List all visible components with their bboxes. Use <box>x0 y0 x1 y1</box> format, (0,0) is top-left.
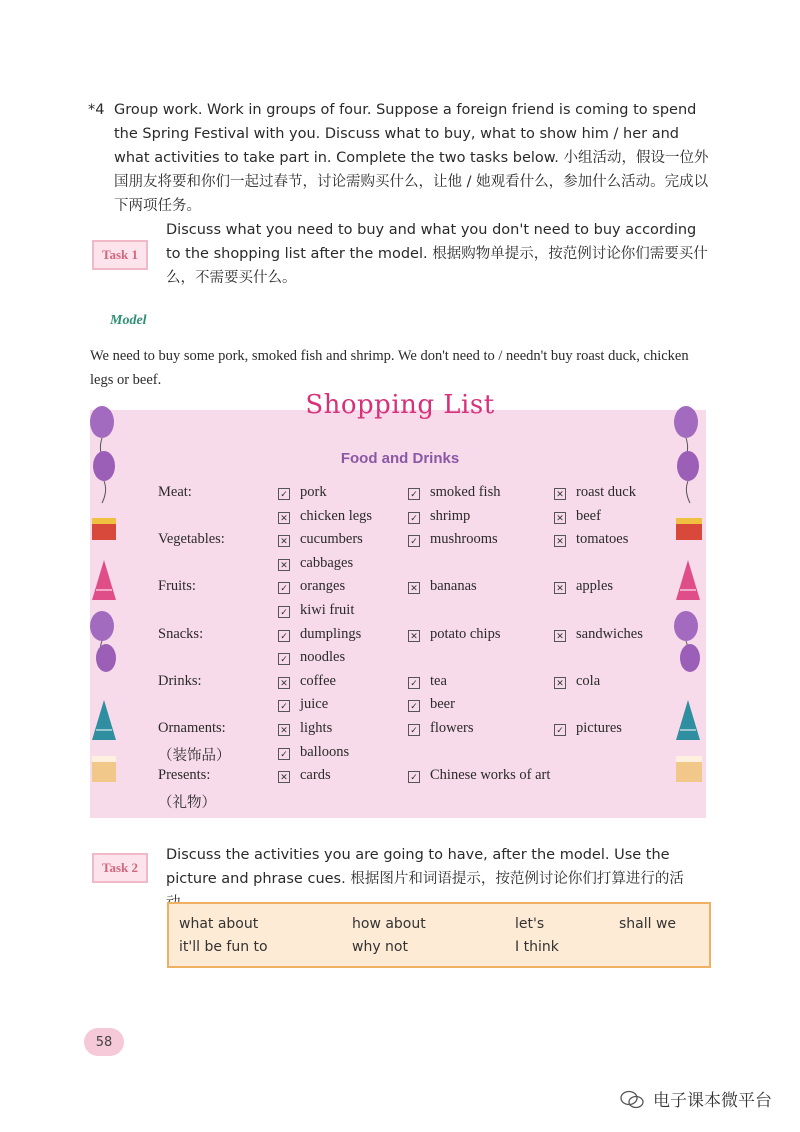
shopping-row <box>158 791 698 815</box>
cue-phrase: I think <box>515 939 559 955</box>
shopping-item-label: flowers <box>430 719 474 736</box>
cue-phrase: how about <box>352 916 426 932</box>
checkbox-checked-icon: ✓ <box>408 512 420 524</box>
checkbox-checked-icon: ✓ <box>278 653 290 665</box>
cue-phrase: what about <box>179 916 259 932</box>
shopping-row <box>158 555 698 579</box>
checkbox-crossed-icon: ✕ <box>554 582 566 594</box>
task1-text: Discuss what you need to buy and what you don't need to buy according to the shopping list after the model. 根据购物单提示，按范例讨论你们需要买什么，不需要买什么。 <box>166 222 708 286</box>
shopping-list-subtitle: Food and Drinks <box>340 450 460 467</box>
shopping-row <box>158 626 698 650</box>
checkbox-crossed-icon: ✕ <box>408 630 420 642</box>
page-number: 58 <box>84 1028 124 1056</box>
right-decorations-icon <box>668 400 704 790</box>
checkbox-crossed-icon: ✕ <box>554 535 566 547</box>
shopping-item <box>278 744 349 761</box>
checkbox-crossed-icon: ✕ <box>554 488 566 500</box>
shopping-item <box>408 626 500 643</box>
shopping-row <box>158 484 698 508</box>
shopping-row <box>158 649 698 673</box>
shopping-item-label: smoked fish <box>430 484 501 500</box>
exercise-number: *4 <box>88 102 105 118</box>
shopping-row <box>158 744 698 768</box>
category-label: （礼物） <box>158 794 216 811</box>
shopping-item-label: beef <box>576 507 601 524</box>
checkbox-checked-icon: ✓ <box>408 677 420 689</box>
checkbox-crossed-icon: ✕ <box>278 535 290 547</box>
shopping-item-label: cards <box>300 767 331 784</box>
model-sentence: We need to buy some pork, smoked fish and shrimp. We don't need to / needn't buy roast duck, chicken legs or beef. <box>90 348 689 388</box>
exercise-intro <box>88 98 712 218</box>
shopping-item-label: cucumbers <box>300 531 363 548</box>
shopping-item <box>554 626 643 643</box>
checkbox-crossed-icon: ✕ <box>554 677 566 689</box>
shopping-row <box>158 767 698 791</box>
shopping-item-label: apples <box>576 578 614 595</box>
shopping-item-label: dumplings <box>300 625 362 642</box>
shopping-row <box>158 720 698 744</box>
checkbox-crossed-icon: ✕ <box>554 630 566 642</box>
shopping-item <box>278 649 345 666</box>
checkbox-checked-icon: ✓ <box>408 535 420 547</box>
model-label: Model <box>110 313 147 328</box>
shopping-item <box>278 531 363 548</box>
shopping-item-label: cabbages <box>300 554 354 571</box>
category-label: Fruits: <box>158 578 196 595</box>
shopping-item-label: tomatoes <box>576 531 629 548</box>
shopping-item <box>278 508 372 525</box>
checkbox-crossed-icon: ✕ <box>278 559 290 571</box>
shopping-item-label: roast duck <box>576 484 636 500</box>
shopping-item <box>278 484 327 501</box>
shopping-item-label: cola <box>576 672 601 689</box>
shopping-item <box>554 578 613 595</box>
shopping-item <box>408 508 470 525</box>
shopping-list-title: Shopping List <box>305 390 495 420</box>
shopping-row <box>158 578 698 602</box>
shopping-item-label: chicken legs <box>300 507 373 524</box>
checkbox-crossed-icon: ✕ <box>278 512 290 524</box>
shopping-item-label: coffee <box>300 672 336 689</box>
shopping-item <box>278 555 353 572</box>
shopping-item <box>408 578 477 595</box>
shopping-list-grid <box>158 484 698 814</box>
cue-phrase: let's <box>515 916 545 932</box>
checkbox-checked-icon: ✓ <box>554 724 566 736</box>
shopping-item <box>408 767 550 784</box>
shopping-item-label: Chinese works of art <box>430 767 551 784</box>
category-label: Presents: <box>158 767 211 784</box>
left-decorations-icon <box>88 400 118 790</box>
shopping-item-label: sandwiches <box>576 625 643 642</box>
category-label: Drinks: <box>158 672 202 689</box>
checkbox-checked-icon: ✓ <box>278 488 290 500</box>
shopping-item <box>554 531 628 548</box>
cue-phrase: shall we <box>619 916 677 932</box>
shopping-item <box>278 578 345 595</box>
category-label: Meat: <box>158 484 192 500</box>
shopping-item-label: balloons <box>300 743 350 760</box>
checkbox-crossed-icon: ✕ <box>278 677 290 689</box>
task1-badge: Task 1 <box>92 240 148 270</box>
checkbox-checked-icon: ✓ <box>408 700 420 712</box>
checkbox-checked-icon: ✓ <box>408 771 420 783</box>
checkbox-crossed-icon: ✕ <box>278 724 290 736</box>
shopping-item-label: lights <box>300 719 333 736</box>
checkbox-checked-icon: ✓ <box>408 724 420 736</box>
shopping-item-label: pictures <box>576 719 622 736</box>
shopping-item <box>278 626 361 643</box>
checkbox-crossed-icon: ✕ <box>278 771 290 783</box>
category-label: Snacks: <box>158 625 204 642</box>
shopping-item-label: bananas <box>430 578 477 595</box>
shopping-row <box>158 531 698 555</box>
shopping-item <box>554 673 600 690</box>
shopping-item <box>408 720 474 737</box>
shopping-item-label: oranges <box>300 578 346 595</box>
shopping-item <box>554 508 601 525</box>
shopping-item-label: mushrooms <box>430 531 498 548</box>
shopping-row <box>158 508 698 532</box>
watermark <box>619 1086 772 1111</box>
shopping-item <box>278 767 331 784</box>
shopping-row <box>158 673 698 697</box>
exercise-instructions: Group work. Work in groups of four. Suppose a foreign friend is coming to spend the Spring Festival with you. Discuss what to buy, what to show him / her and what activities to take part in. Complete the two tasks below. 小组活动，假设一位外国朋友将要和你们一起过春节，讨论需购买什么，让他 / 她观看什么，参加什么活动。完成以下两项任务。 <box>114 102 709 214</box>
task2-text: Discuss the activities you are going to have, after the model. Use the picture and phrase cues. 根据图片和词语提示，按范例讨论你们打算进行的活 <box>166 847 684 887</box>
shopping-item-label: tea <box>430 672 447 689</box>
shopping-item <box>278 720 332 737</box>
checkbox-checked-icon: ✓ <box>278 606 290 618</box>
shopping-row <box>158 696 698 720</box>
shopping-item-label: pork <box>300 484 327 500</box>
shopping-item <box>554 720 622 737</box>
shopping-item <box>408 696 455 713</box>
checkbox-crossed-icon: ✕ <box>408 582 420 594</box>
shopping-item <box>278 673 336 690</box>
shopping-item <box>408 484 500 501</box>
category-label: （装饰品） <box>158 747 231 764</box>
shopping-item-label: beer <box>430 696 455 713</box>
shopping-item-label: noodles <box>300 649 346 666</box>
category-label: Ornaments: <box>158 719 226 736</box>
checkbox-checked-icon: ✓ <box>278 582 290 594</box>
task2-badge: Task 2 <box>92 853 148 883</box>
chat-bubble-icon <box>619 1089 645 1109</box>
cue-phrase: it'll be fun to <box>179 939 268 955</box>
cue-phrase: why not <box>352 939 408 955</box>
shopping-item <box>408 531 498 548</box>
phrase-cues-box <box>167 902 711 968</box>
checkbox-checked-icon: ✓ <box>278 748 290 760</box>
shopping-item-label: shrimp <box>430 507 471 524</box>
category-label: Vegetables: <box>158 531 225 548</box>
watermark-text: 电子课本微平台 <box>653 1091 772 1111</box>
shopping-item <box>278 602 354 619</box>
shopping-item-label: potato chips <box>430 625 501 642</box>
shopping-item <box>554 484 636 501</box>
checkbox-checked-icon: ✓ <box>278 630 290 642</box>
checkbox-checked-icon: ✓ <box>408 488 420 500</box>
checkbox-crossed-icon: ✕ <box>554 512 566 524</box>
shopping-item-label: juice <box>300 696 329 713</box>
shopping-row <box>158 602 698 626</box>
checkbox-checked-icon: ✓ <box>278 700 290 712</box>
shopping-item <box>408 673 447 690</box>
shopping-item-label: kiwi fruit <box>300 601 355 618</box>
shopping-item <box>278 696 328 713</box>
